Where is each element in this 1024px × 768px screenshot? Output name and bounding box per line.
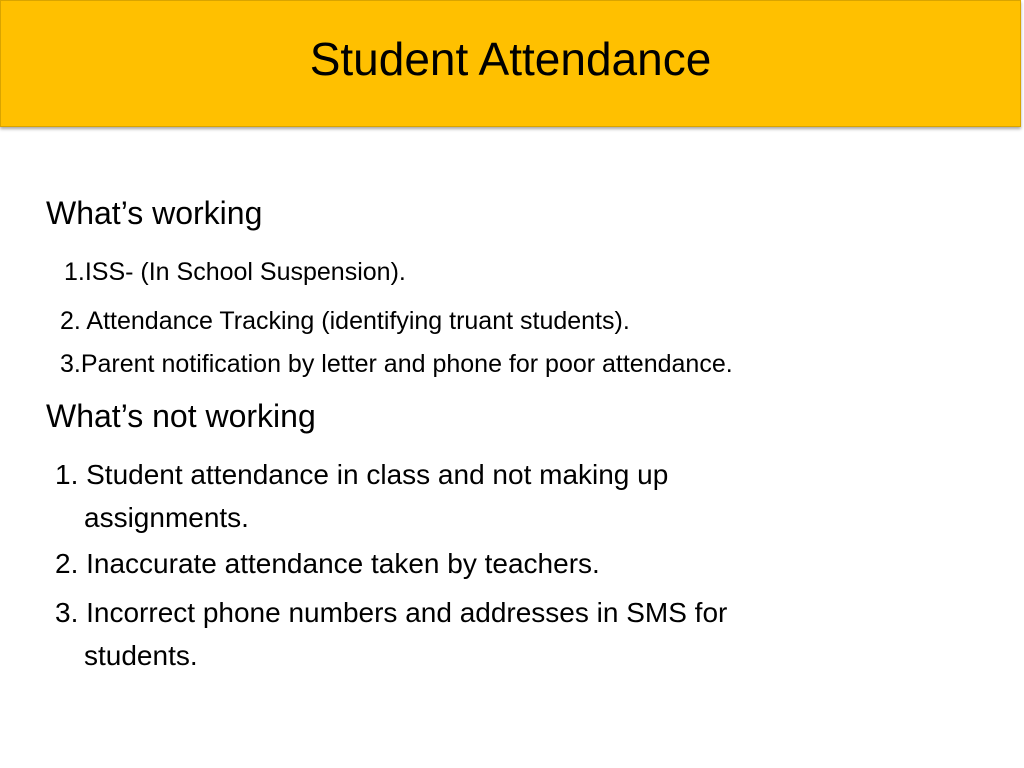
working-heading: What’s working: [46, 195, 263, 231]
title-bar: [0, 0, 1021, 127]
working-item-3: 3.Parent notification by letter and phone for poor attendance.: [60, 350, 733, 378]
not-working-item-3-continued: students.: [84, 640, 198, 671]
not-working-item-1: 1. Student attendance in class and not making up: [55, 459, 669, 490]
slide-title: Student Attendance: [309, 32, 712, 85]
working-item-2: 2. Attendance Tracking (identifying truant students).: [60, 307, 630, 335]
not-working-heading: What’s not working: [46, 398, 316, 434]
not-working-item-3: 3. Incorrect phone numbers and addresses in SMS for: [55, 597, 728, 628]
not-working-item-1-continued: assignments.: [84, 502, 249, 533]
not-working-item-2: 2. Inaccurate attendance taken by teachers.: [55, 548, 600, 579]
working-item-1: 1.ISS- (In School Suspension).: [64, 258, 406, 286]
